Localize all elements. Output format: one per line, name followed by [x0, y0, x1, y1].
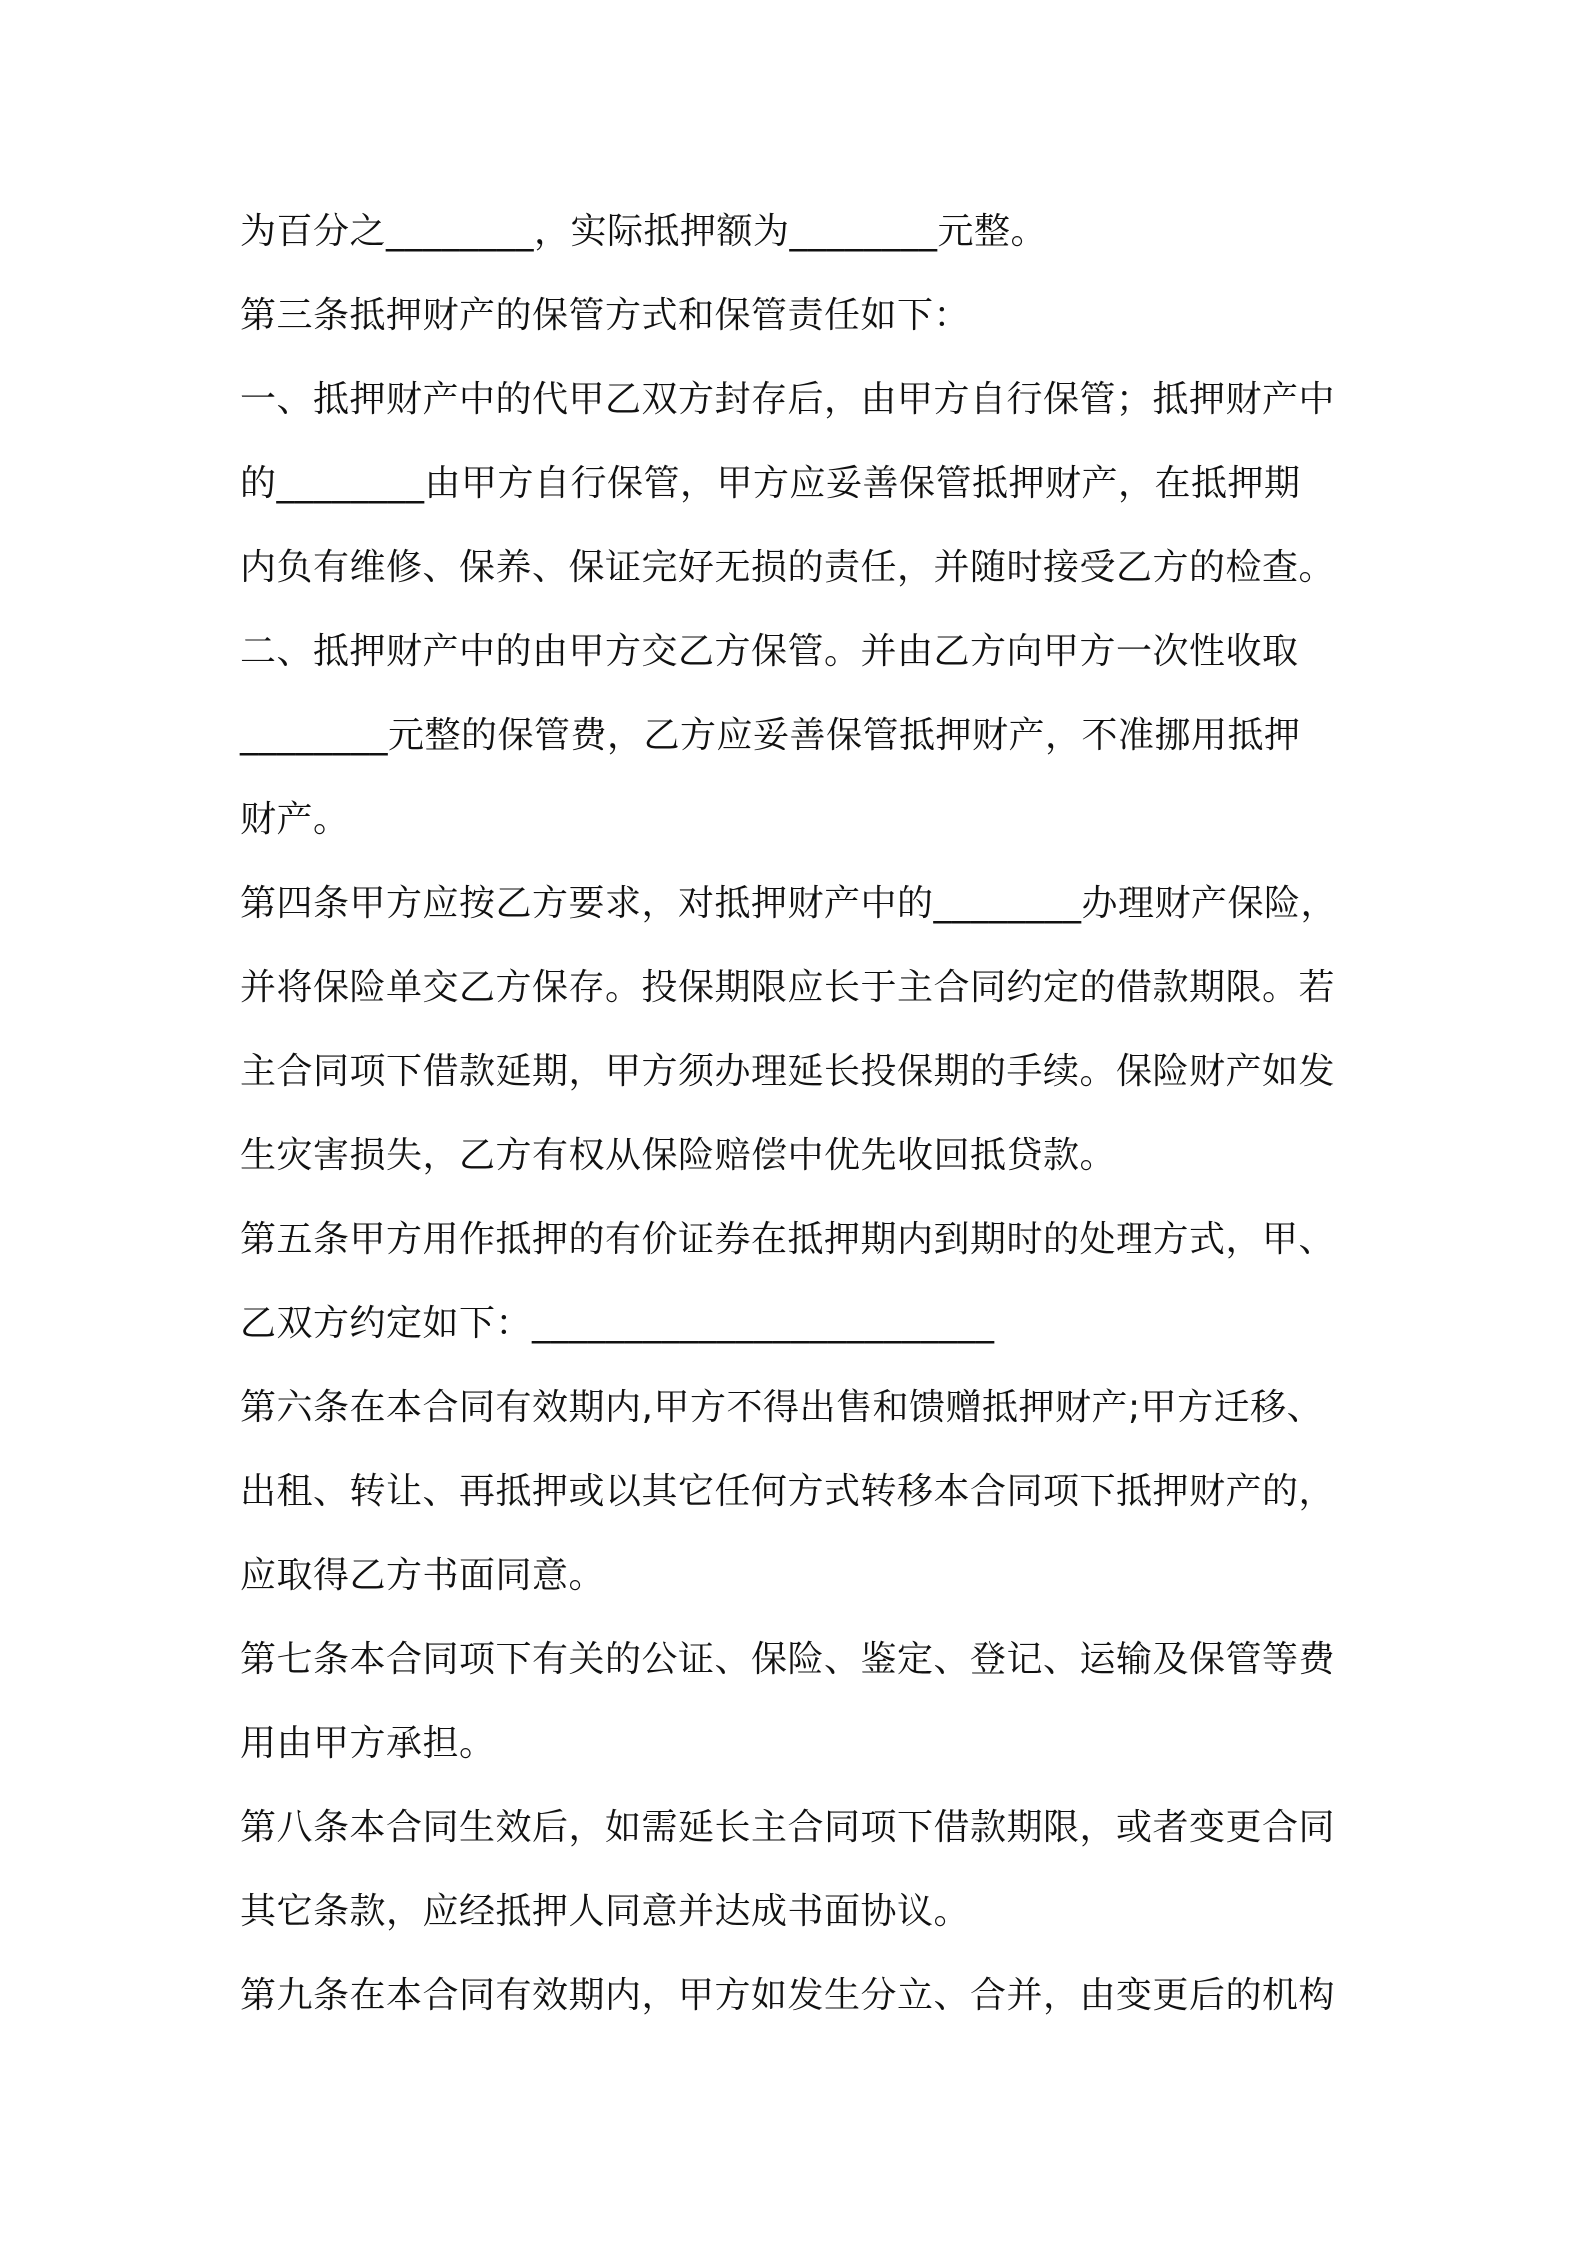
document-body	[240, 190, 1370, 2038]
text-line: 第八条本合同生效后，如需延长主合同项下借款期限，或者变更合同	[240, 1807, 1336, 1848]
text-line: 第九条在本合同有效期内，甲方如发生分立、合并，由变更后的机构	[240, 1975, 1336, 2016]
text-line: 并将保险单交乙方保存。投保期限应长于主合同约定的借款期限。若	[240, 967, 1336, 1008]
text-line: 二、抵押财产中的由甲方交乙方保管。并由乙方向甲方一次性收取	[240, 631, 1299, 672]
text-line: 其它条款，应经抵押人同意并达成书面协议。	[240, 1891, 971, 1932]
text-line: 内负有维修、保养、保证完好无损的责任，并随时接受乙方的检查。	[240, 547, 1336, 588]
text-line: 第七条本合同项下有关的公证、保险、鉴定、登记、运输及保管等费	[240, 1639, 1336, 1680]
text-line: 财产。	[240, 799, 350, 840]
text-line: 出租、转让、再抵押或以其它任何方式转移本合同项下抵押财产的，	[240, 1471, 1336, 1512]
text-line: 生灾害损失，乙方有权从保险赔偿中优先收回抵贷款。	[240, 1135, 1117, 1176]
text-line: 乙双方约定如下：_________________________	[240, 1303, 995, 1344]
text-line: ________元整的保管费，乙方应妥善保管抵押财产，不准挪用抵押	[240, 715, 1301, 756]
text-line: 第六条在本合同有效期内,甲方不得出售和馈赠抵押财产;甲方迁移、	[240, 1387, 1324, 1428]
text-line: 的________由甲方自行保管，甲方应妥善保管抵押财产，在抵押期	[240, 463, 1301, 504]
text-line: 第四条甲方应按乙方要求，对抵押财产中的________办理财产保险，	[240, 883, 1338, 924]
text-line: 第三条抵押财产的保管方式和保管责任如下：	[240, 295, 971, 336]
text-line: 为百分之________，实际抵押额为________元整。	[240, 211, 1048, 252]
text-line: 用由甲方承担。	[240, 1723, 496, 1764]
text-line: 主合同项下借款延期，甲方须办理延长投保期的手续。保险财产如发	[240, 1051, 1336, 1092]
text-line: 应取得乙方书面同意。	[240, 1555, 606, 1596]
text-line: 一、抵押财产中的代甲乙双方封存后，由甲方自行保管；抵押财产中	[240, 379, 1336, 420]
text-line: 第五条甲方用作抵押的有价证券在抵押期内到期时的处理方式，甲、	[240, 1219, 1336, 1260]
